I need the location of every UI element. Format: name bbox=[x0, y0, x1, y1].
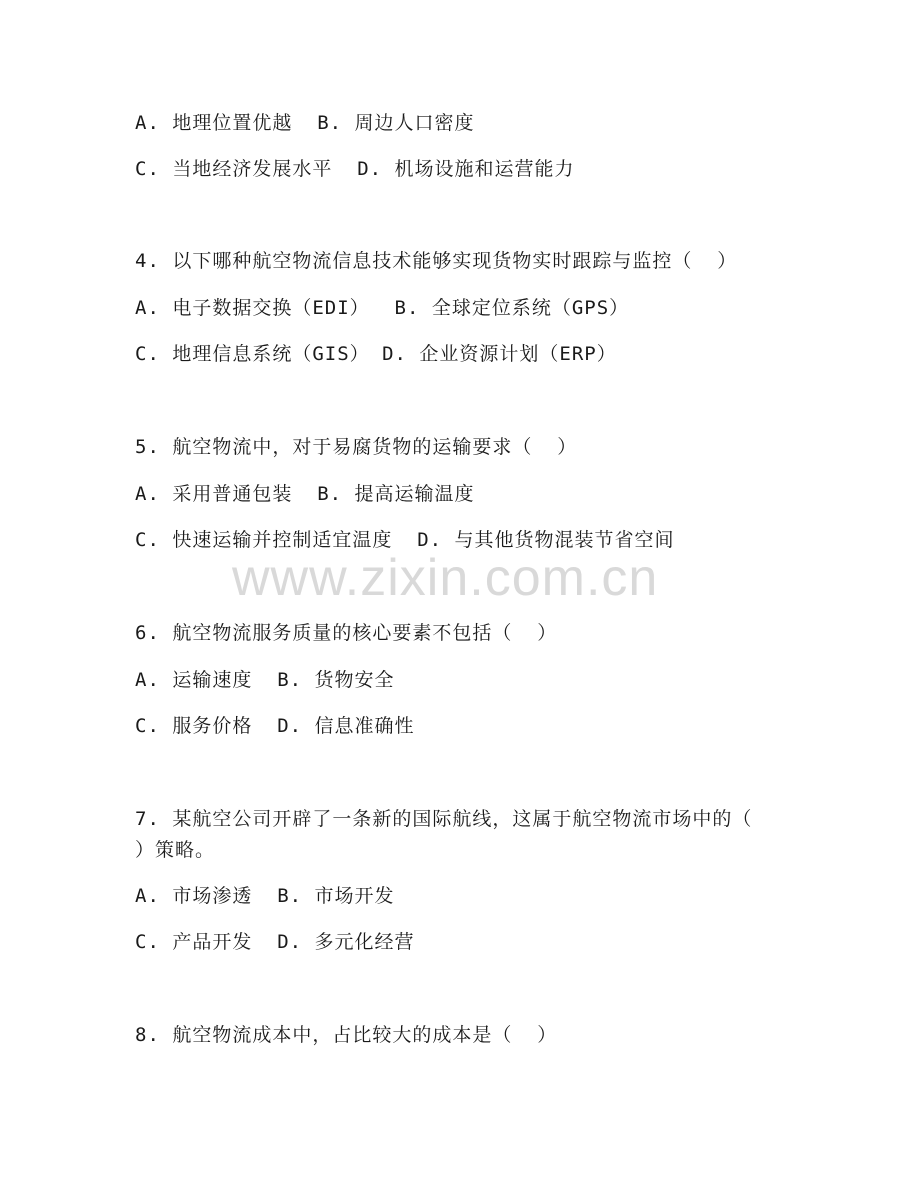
q4-question: 4. 以下哪种航空物流信息技术能够实现货物实时跟踪与监控（ ） bbox=[135, 250, 738, 272]
q4-options-line-2: C. 地理信息系统（GIS） D. 企业资源计划（ERP） bbox=[135, 343, 617, 365]
watermark: www.zixin.com.cn bbox=[232, 549, 659, 607]
q3-options-line-2: C. 当地经济发展水平 D. 机场设施和运营能力 bbox=[135, 158, 575, 180]
q6-question: 6. 航空物流服务质量的核心要素不包括（ ） bbox=[135, 622, 558, 644]
q5-options-line-2: C. 快速运输并控制适宜温度 D. 与其他货物混装节省空间 bbox=[135, 529, 675, 551]
q7-options-line-2: C. 产品开发 D. 多元化经营 bbox=[135, 931, 415, 953]
q8-question: 8. 航空物流成本中，占比较大的成本是（ ） bbox=[135, 1024, 558, 1046]
q3-options-line-1: A. 地理位置优越 B. 周边人口密度 bbox=[135, 112, 475, 134]
q7-options-line-1: A. 市场渗透 B. 市场开发 bbox=[135, 885, 395, 907]
q6-options-line-2: C. 服务价格 D. 信息准确性 bbox=[135, 715, 415, 737]
q4-options-line-1: A. 电子数据交换（EDI） B. 全球定位系统（GPS） bbox=[135, 297, 630, 319]
q7-question-line-1: 7. 某航空公司开辟了一条新的国际航线，这属于航空物流市场中的（ bbox=[135, 808, 753, 830]
q5-options-line-1: A. 采用普通包装 B. 提高运输温度 bbox=[135, 483, 475, 505]
q6-options-line-1: A. 运输速度 B. 货物安全 bbox=[135, 669, 395, 691]
q7-question-line-2: ）策略。 bbox=[135, 839, 216, 861]
q5-question: 5. 航空物流中，对于易腐货物的运输要求（ ） bbox=[135, 436, 578, 458]
